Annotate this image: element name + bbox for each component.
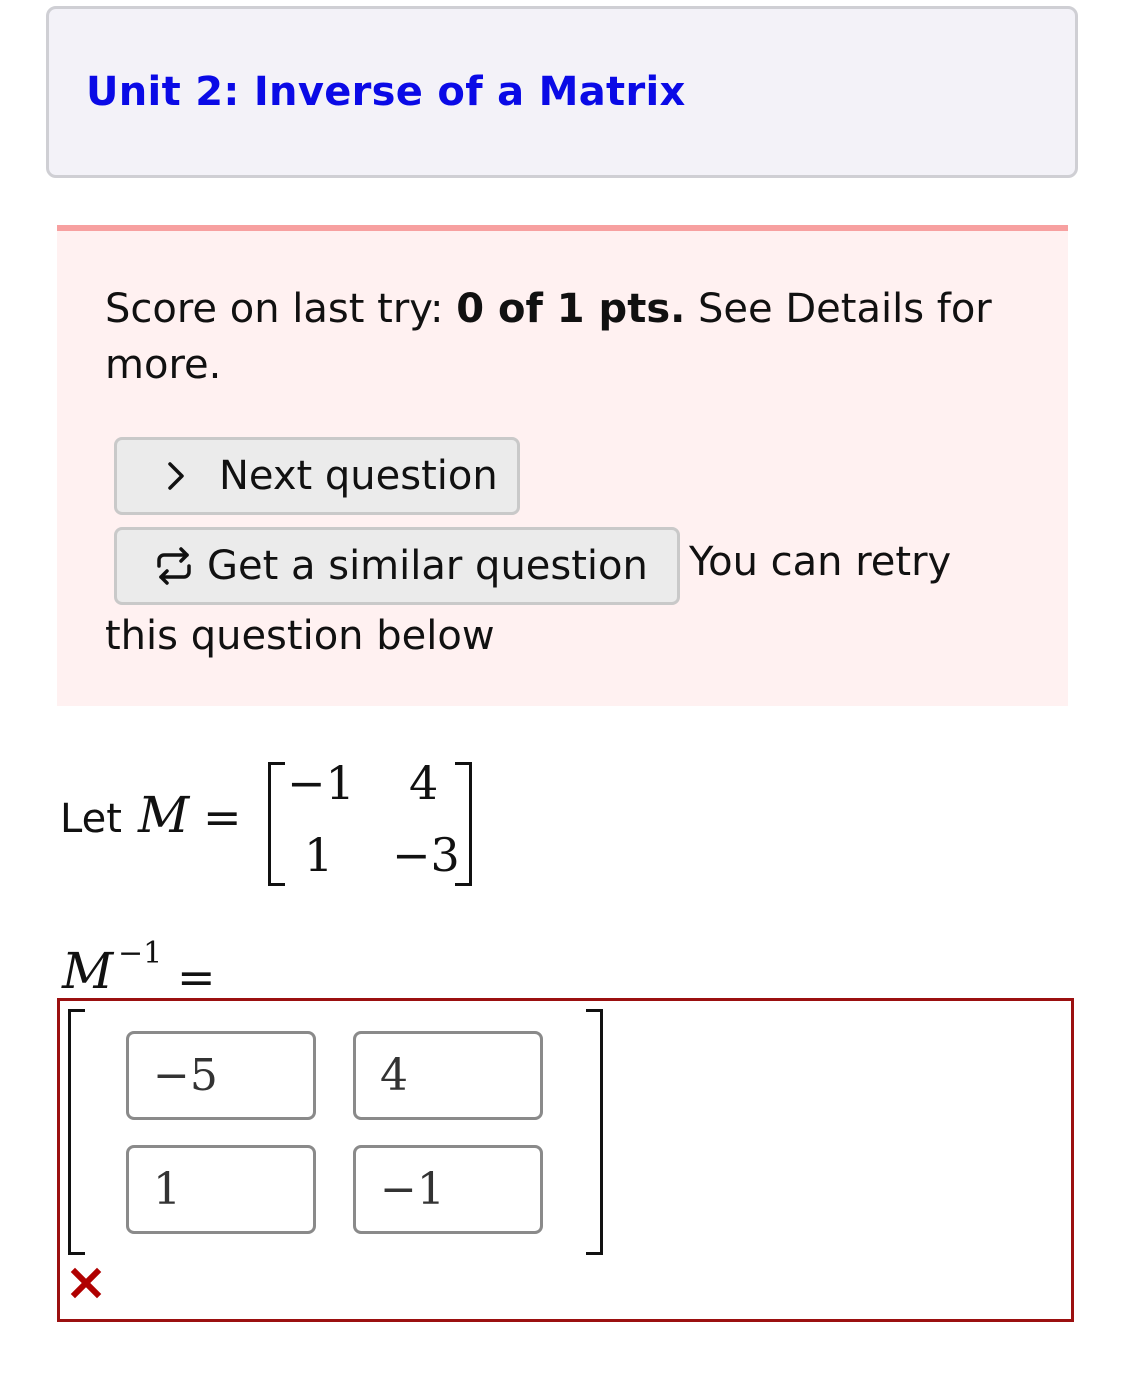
next-question-label: Next question (219, 453, 498, 499)
refresh-icon (153, 546, 199, 586)
let-label: Let (60, 796, 122, 842)
matrix-right-bracket (455, 762, 472, 886)
score-message (105, 281, 1005, 393)
retry-text-continued: this question below (105, 613, 495, 659)
equals-sign: = (203, 790, 242, 844)
matrix-cell: 4 (409, 756, 439, 810)
inverse-superscript: −1 (118, 936, 163, 971)
assessment-title-link[interactable]: Unit 2: Inverse of a Matrix (86, 69, 686, 115)
answer-input-r2c2[interactable]: −1 (353, 1145, 543, 1234)
matrix-cell: −1 (287, 756, 355, 810)
score-suffix: See Details for more. (105, 286, 992, 388)
inverse-equals-sign: = (177, 950, 216, 1004)
answer-input-r1c2[interactable]: 4 (353, 1031, 543, 1120)
wrong-x-icon (70, 1267, 102, 1303)
score-panel (57, 225, 1068, 706)
answer-matrix-box (57, 998, 1074, 1322)
answer-input-r2c1[interactable]: 1 (126, 1145, 316, 1234)
next-question-button[interactable] (114, 437, 520, 515)
matrix-cell: −3 (392, 828, 460, 882)
similar-question-label: Get a similar question (207, 543, 648, 589)
retry-text: You can retry (689, 539, 952, 585)
answer-left-bracket (68, 1009, 85, 1255)
matrix-left-bracket (268, 762, 285, 886)
similar-question-button[interactable] (114, 527, 680, 605)
assessment-header (46, 6, 1078, 178)
score-value: 0 of 1 pts. (456, 286, 686, 332)
inverse-symbol: M (62, 942, 114, 1000)
score-prefix: Score on last try: (105, 286, 457, 332)
answer-right-bracket (586, 1009, 603, 1255)
answer-input-r1c1[interactable]: −5 (126, 1031, 316, 1120)
chevron-right-icon (165, 461, 211, 491)
matrix-symbol: M (138, 786, 190, 844)
matrix-cell: 1 (304, 828, 334, 882)
